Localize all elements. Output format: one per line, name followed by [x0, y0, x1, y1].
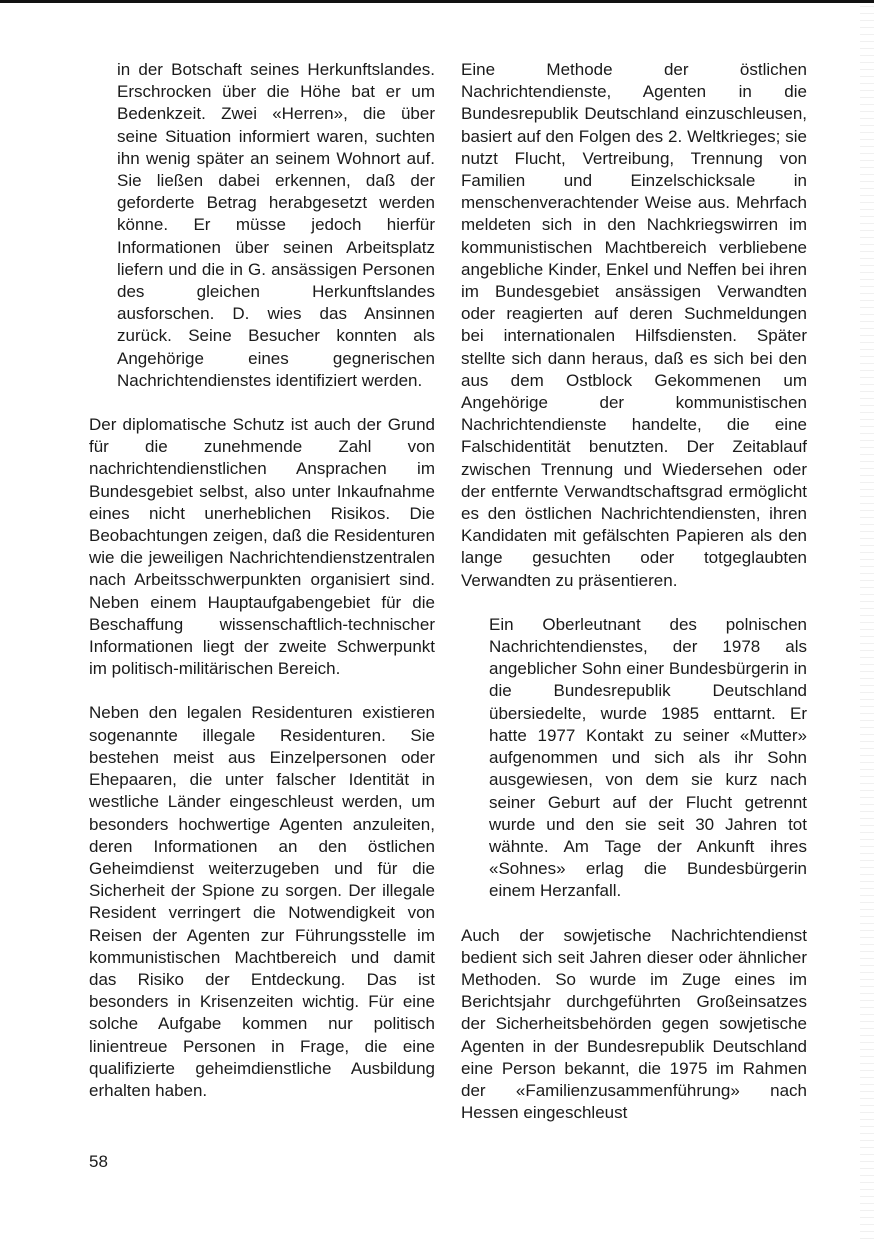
- left-paragraph-case-report: in der Botschaft seines Herkunftslandes. Erschrocken über die Höhe bat er um Bedenkzeit. Zwei «Herren», die über seine Situation informiert waren, suchten ihn wenig später an seinem Wohnort auf. Sie ließen dabei erkennen, daß der geforderte Betrag herabgesetzt werden könne. Er müsse jedoch hierfür Informationen über seinen Arbeitsplatz liefern und die in G. ansässigen Personen des gleichen Herkunftslandes ausforschen. D. wies das Ansinnen zurück. Seine Besucher konnten als Angehörige eines gegnerischen Nachrichtendienstes identifiziert werden.: [117, 60, 435, 390]
- top-border-rule: [0, 0, 874, 3]
- page-number: 58: [89, 1152, 108, 1171]
- scan-edge-shadow: [860, 0, 874, 1241]
- left-paragraph-diplomatic-protection: Der diplomatische Schutz ist auch der Grund für die zunehmende Zahl von nachrichtendienstlichen Ansprachen im Bundesgebiet selbst, also unter Inkaufnahme eines nicht unerheblichen Risikos. Die Beobachtungen zeigen, daß die Residenturen wie die jeweiligen Nachrichtendienstzentralen nach Arbeitsschwerpunkten organisiert sind. Neben einem Hauptaufgabengebiet für die Beschaffung wissenschaftlich-technischer Informationen liegt der zweite Schwerpunkt im politisch-militärischen Bereich.: [89, 415, 435, 679]
- right-paragraph-polish-officer-case: Ein Oberleutnant des polnischen Nachrichtendienstes, der 1978 als angeblicher Sohn einer Bundesbürgerin in die Bundesrepublik Deutschland übersiedelte, wurde 1985 enttarnt. Er hatte 1977 Kontakt zu seiner «Mutter» aufgenommen und sich als ihr Sohn ausgewiesen, von dem sie kurz nach seiner Geburt auf der Flucht getrennt wurde und den sie seit 30 Jahren tot wähnte. Am Tage der Ankunft ihres «Sohnes» erlag die Bundesbürgerin einem Herzanfall.: [489, 614, 807, 901]
- left-paragraph-illegal-residencies: Neben den legalen Residenturen existieren sogenannte illegale Residenturen. Sie bestehen meist aus Einzelpersonen oder Ehepaaren, die unter falscher Identität in westliche Länder eingeschleust werden, um besonders hochwertige Agenten anzuleiten, deren Informationen an den östlichen Geheimdienst weiterzugeben und für die Sicherheit der Spione zu sorgen. Der illegale Resident verringert die Notwendigkeit von Reisen der Agenten zur Führungsstelle im kommunistischen Machtbereich und damit das Risiko der Entdeckung. Das ist besonders in Krisenzeiten wichtig. Für eine solche Aufgabe kommen nur politisch linientreue Personen in Frage, die eine qualifizierte geheimdienstliche Ausbildung erhalten haben.: [89, 703, 435, 1100]
- left-column: [89, 59, 435, 1124]
- right-column: [461, 59, 807, 1146]
- right-paragraph-infiltration-method: Eine Methode der östlichen Nachrichtendienste, Agenten in die Bundesrepublik Deutschland einzuschleusen, basiert auf den Folgen des 2. Weltkrieges; sie nutzt Flucht, Vertreibung, Trennung von Familien und Einzelschicksale in menschenverachtender Weise aus. Mehrfach meldeten sich in den Nachkriegswirren im kommunistischen Machtbereich verbliebene angebliche Kinder, Enkel und Neffen bei ihren im Bundesgebiet ansässigen Verwandten oder reagierten auf deren Suchmeldungen bei internationalen Hilfsdiensten. Später stellte sich dann heraus, daß es sich bei den aus dem Ostblock Gekommenen um Angehörige der kommunistischen Nachrichtendienste handelte, die eine Falschidentität benutzten. Der Zeitablauf zwischen Trennung und Wiedersehen oder der entfernte Verwandtschaftsgrad ermöglicht es den östlichen Nachrichtendiensten, ihren Kandidaten mit gefälschten Papieren als den lange gesuchten oder totgeglaubten Verwandten zu präsentieren.: [461, 60, 807, 590]
- right-paragraph-soviet-methods: Auch der sowjetische Nachrichtendienst bedient sich seit Jahren dieser oder ähnlicher Methoden. So wurde im Zuge eines im Berichtsjahr durchgeführten Großeinsatzes der Sicherheitsbehörden gegen sowjetische Agenten in der Bundesrepublik Deutschland eine Person bekannt, die 1975 im Rahmen der «Familienzusammenführung» nach Hessen eingeschleust: [461, 925, 807, 1123]
